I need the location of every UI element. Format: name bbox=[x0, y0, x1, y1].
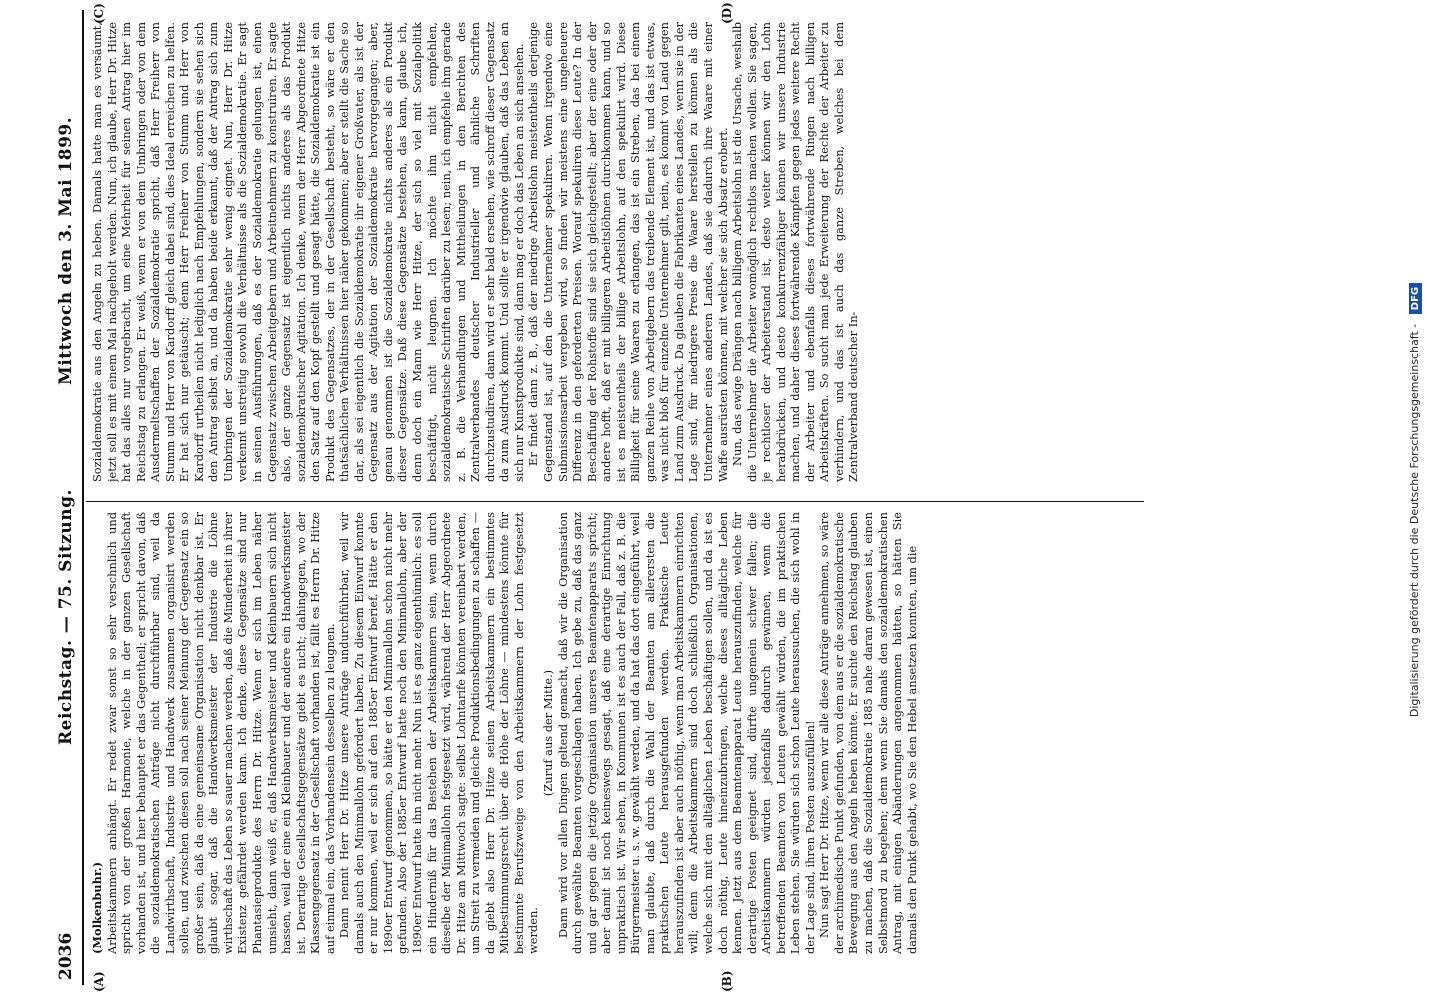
speaker-name: (Molkenbuhr.) bbox=[90, 861, 104, 954]
paragraph: Dann nennt Herr Dr. Hitze unsere Anträge undurchführbar, weil wir damals auch den Minimallohn gefordert haben. Zu diesem Einwurf konnte er nur kommen, weil er sich auf den 1885er Entwurf berief. Hätte er den 1890er Entwurf genommen, so hätte er den Minimallohn schon nicht mehr gefunden. Also der 1885er Entwurf hatte noch den Minimallohn, aber der 1890er Entwurf hatte ihn nicht mehr. Nun ist es ganz eigenthümlich: es soll ein Hinderniß für das Bestehen der Arbeitskammern sein, wenn durch dieselbe der Minimallohn festgesetzt wird, während der Herr Abgeordnete Dr. Hitze am Mittwoch sagte: selbst Lohntarife könnten vereinbart werden, um Streit zu vermeiden und gleiche Produktionsbedingungen zu schaffen — da giebt also Herr Dr. Hitze seinen Arbeitskammern ein bestimmtes Mitbestimmungsrecht über die Höhe der Löhne — mindestens könnte für bestimmte Berufszweige von den Arbeitskammern der Lohn festgesetzt werden. bbox=[337, 512, 541, 954]
interjection: (Zuruf aus der Mitte.) bbox=[540, 669, 555, 797]
session-title: Reichstag. — 75. Sitzung. bbox=[56, 489, 76, 745]
dfg-logo: DFG bbox=[1409, 283, 1422, 314]
column-divider bbox=[86, 501, 1144, 502]
page-number: 2036 bbox=[56, 932, 76, 980]
right-column bbox=[90, 22, 1140, 482]
header-rule bbox=[82, 10, 84, 985]
digitization-credit bbox=[1408, 0, 1422, 1000]
credit-text: Digitalisierung gefördert durch die Deutsche Forschungsgemeinschaft - bbox=[1408, 323, 1421, 718]
margin-mark-a: (A) bbox=[92, 971, 106, 992]
paragraph: Dann wird vor allen Dingen geltend gemacht, daß wir die Organisation durch gewählte Beamten vorgeschlagen haben. Ich gebe zu, daß das ganz und gar gegen die jetzige Organisation unseres Beamtenapparats spricht; aber damit ist noch keineswegs gesagt, daß eine derartige Einrichtung unpraktisch ist. Wir sehen, in Kommunen ist es auch der Fall, daß z. B. die Bürgermeister u. s. w. gewählt werden, und da hat das dort eingeführt, weil man glaubte, daß durch die Wahl der Beamten am allerersten die praktischen Leute herausgefunden werden. Praktische Leute herauszufinden ist aber auch nöthig, wenn man Arbeitskammern einrichten will; denn die Arbeitskammern sind doch schließlich Organisationen, welche sich mit den alltäglichen Leben beschäftigen sollen, und da ist es doch nöthig, Leute hineinzubringen, welche dieses alltägliche Leben kennen. Jetzt aus dem Beamtenapparat Leute herauszufinden, welche für derartige Posten geeignet sind, dürfte ungemein schwer fallen; die Arbeitskammern würden jedenfalls dadurch gewinnen, wenn die betreffenden Beamten von Leuten gewählt würden, die im praktischen Leben stehen. Sie würden sich schon Leute heraussuchen, die sich wohl in der Lage sind, ihren Posten auszufüllen! bbox=[555, 512, 817, 954]
paragraph: Arbeitskammern anhängt. Er redet zwar sonst so sehr verschnlich und spricht von der großen Harmonie, welche in der ganzen Gesellschaft vorhanden ist, und hier behauptet er das Gegentheil; er spricht davon, daß die sozialdemokratischen Anträge nicht durchführbar sind, weil da Landwirthschaft, Industrie und Handwerk zusammen organisirt werden sollen, und zwischen diesen soll nach seiner Meinung der Gegensatz ein so großer sein, daß da eine gemeinsame Organisation nicht denkbar ist. Er glaubt sogar, daß die Handwerksmeister der Industrie die Löhne wirthschaft das Leben so sauer machen werden, daß die Minderheit in ihrer Existenz gefährdet werden kann. Ich denke, diese Gegensätze sind nur Phantasieprodukte des Herrn Dr. Hitze. Wenn er sich im Leben näher umsieht, dann weiß er, daß Handwerksmeister und Kleinbauern sich nicht hassen, weil der eine ein Kleinbauer und der andere ein Handwerksmeister ist. Derartige Gesellschaftsgegensätze giebt es nicht; dahingegen, wo der Klassengegensatz in der Gesellschaft vorhanden ist, fällt es Herrn Dr. Hitze auf einmal ein, das Vorhandensein desselben zu leugnen. bbox=[104, 512, 337, 954]
margin-mark-b: (B) bbox=[720, 970, 734, 992]
session-date: Mittwoch den 3. Mai 1899. bbox=[56, 116, 76, 385]
paragraph: Nun, das ewige Drängen nach billigem Arbeitslohn ist die Ursache, weshalb die Unternehmer die Arbeiter womöglich rechtlos machen wollen. Sie sagen, je rechtloser der Arbeiterstand ist, desto weiter können wir den Lohn herabdrücken, und desto konkurrenzfähiger können wir unsere Industrie machen, und daher dieses fortwährende Kämpfen gegen jedes weitere Recht der Arbeiter und ebenfalls dieses fortwährende Ringen nach billigen Arbeitskräften. So sucht man jede Erweiterung der Rechte der Arbeiter zu verhindern, und das ist auch das ganze Streben, welches bei dem Zentralverband deutscher In- bbox=[730, 22, 861, 482]
margin-mark-c: (C) bbox=[92, 3, 106, 24]
page-header bbox=[56, 0, 82, 1000]
paragraph: Er findet dann z. B., daß der niedrige Arbeitslohn meistentheils derjenige Gegenstand ist, auf den die Unternehmer spekuliren. Wenn irgendwo eine Submissionsarbeit vergeben wird, so finden wir meistens eine ungeheuere Differenz in den geforderten Preisen. Worauf spekuliren diese Leute? In der Beschaffung der Rohstoffe sind sie sich gleichgestellt; aber der eine oder der andere hofft, daß er mit billigeren Arbeitslöhnen durchkommen kann, und so ist es meistentheils der billige Arbeitslohn, auf den spekulirt wird. Diese Billigkeit für seine Waaren zu erlangen, das ist ein Streben, das bei einem ganzen Reihe von Arbeitgebern das treibende Element ist, und das ist etwas, was nicht bloß für einzelne Unternehmer gilt, nein, es kommt von Land gegen Land zum Ausdruck. Da glauben die Fabrikanten eines Landes, wenn sie in der Lage sind, für niedrigere Preise die Waare herstellen zu können als die Unternehmer eines anderen Landes, daß sie dadurch ihre Waare mit einer Waffe ausrüsten können, mit welcher sie sich Absatz erobert. bbox=[526, 22, 730, 482]
paragraph: Sozialdemokratie aus den Angeln zu heben. Damals hatte man es versäumt, jetzt soll es mit einem Mal nachgeholt werden. Nun, ich glaube, Herr Dr. Hitze hat das alles nur vorgebracht, um eine Mehrheit für seinen Antrag hier im Reichstag zu erlangen. Er weiß, wenn er von dem Umbringen oder von dem Ausdermeltschaffen der Sozialdemokratie spricht, daß Herr Freiherr von Stumm und Herr von Kardorff gleich dabei sind, dies Ideal erreichen zu helfen. Er hat sich nur getäuscht; denn Herr Freiherr von Stumm und Herr von Kardorff urtheilen nicht lediglich nach Empfehlungen, sondern sie sehen sich den Antrag selbst an, und da haben beide erkannt, daß der Antrag sich zum Umbringen der Sozialdemokratie sehr wenig eignet. Nun, Herr Dr. Hitze verkennt unstreitig sowohl die Verhältnisse als die Sozialdemokratie. Er sagt in seinen Ausführungen, daß es der Sozialdemokratie gelungen ist, einen Gegensatz zwischen Arbeitgebern und Arbeitnehmern zu konstruiren. Er sagte also, der ganze Gegensatz ist eigentlich nichts anderes als das Produkt sozialdemokratischer Agitation. Ich denke, wenn der Herr Abgeordnete Hitze den Satz auf den Kopf gestellt und gesagt hätte, die Sozialdemokratie ist ein Produkt des Gegensatzes, der in der Gesellschaft besteht, so wäre er den thatsächlichen Verhältnissen hier näher gekommen; aber er stellt die Sache so dar, als sei eigentlich die Sozialdemokratie ihr eigener Großvater, als ist der Gegensatz aus der Agitation der Sozialdemokratie hervorgegangen; aber, genau genommen ist die Sozialdemokratie nichts anderes als ein Produkt dieser Gegensätze. Daß diese Gegensätze bestehen, das kann, glaube ich, denn doch ein Mann wie Herr Hitze, der sich so viel mit Sozialpolitik beschäftigt, nicht leugnen. Ich möchte ihm nicht empfehlen, sozialdemokratische Schriften darüber zu lesen; nein, ich empfehle ihm gerade z. B. die Verhandlungen und Mittheilungen in den Berichten des Zentralverbandes deutscher Industrieller und ähnliche Schriften durchzustudiren, dann wird er sehr bald ersehen, wie schroff dieser Gegensatz da zum Ausdruck kommt. Und sollte er irgendwie glauben, daß das Leben an sich nur Kunstprodukte sind, dann mag er doch das Leben an sich ansehen. bbox=[90, 22, 526, 482]
margin-mark-d: (D) bbox=[720, 2, 734, 24]
paragraph: Nun sagt Herr Dr. Hitze, wenn wir alle diese Anträge annehmen, so wäre der archimedische Punkt gefunden, von dem aus er die sozialdemokratische Bewegung aus den Angeln heben könnte. Er suchte den Reichstag glauben zu machen, daß die Sozialdemokratie 1885 nahe daran gewesen ist, einen Selbstmord zu begehen; denn wenn Sie damals den sozialdemokratischen Antrag, mit einigen Abänderungen angenommen hätten, so hätten Sie damals den Punkt gehabt, wo Sie den Hebel ansetzen konnten, um die bbox=[817, 512, 919, 954]
left-column bbox=[90, 512, 1140, 954]
